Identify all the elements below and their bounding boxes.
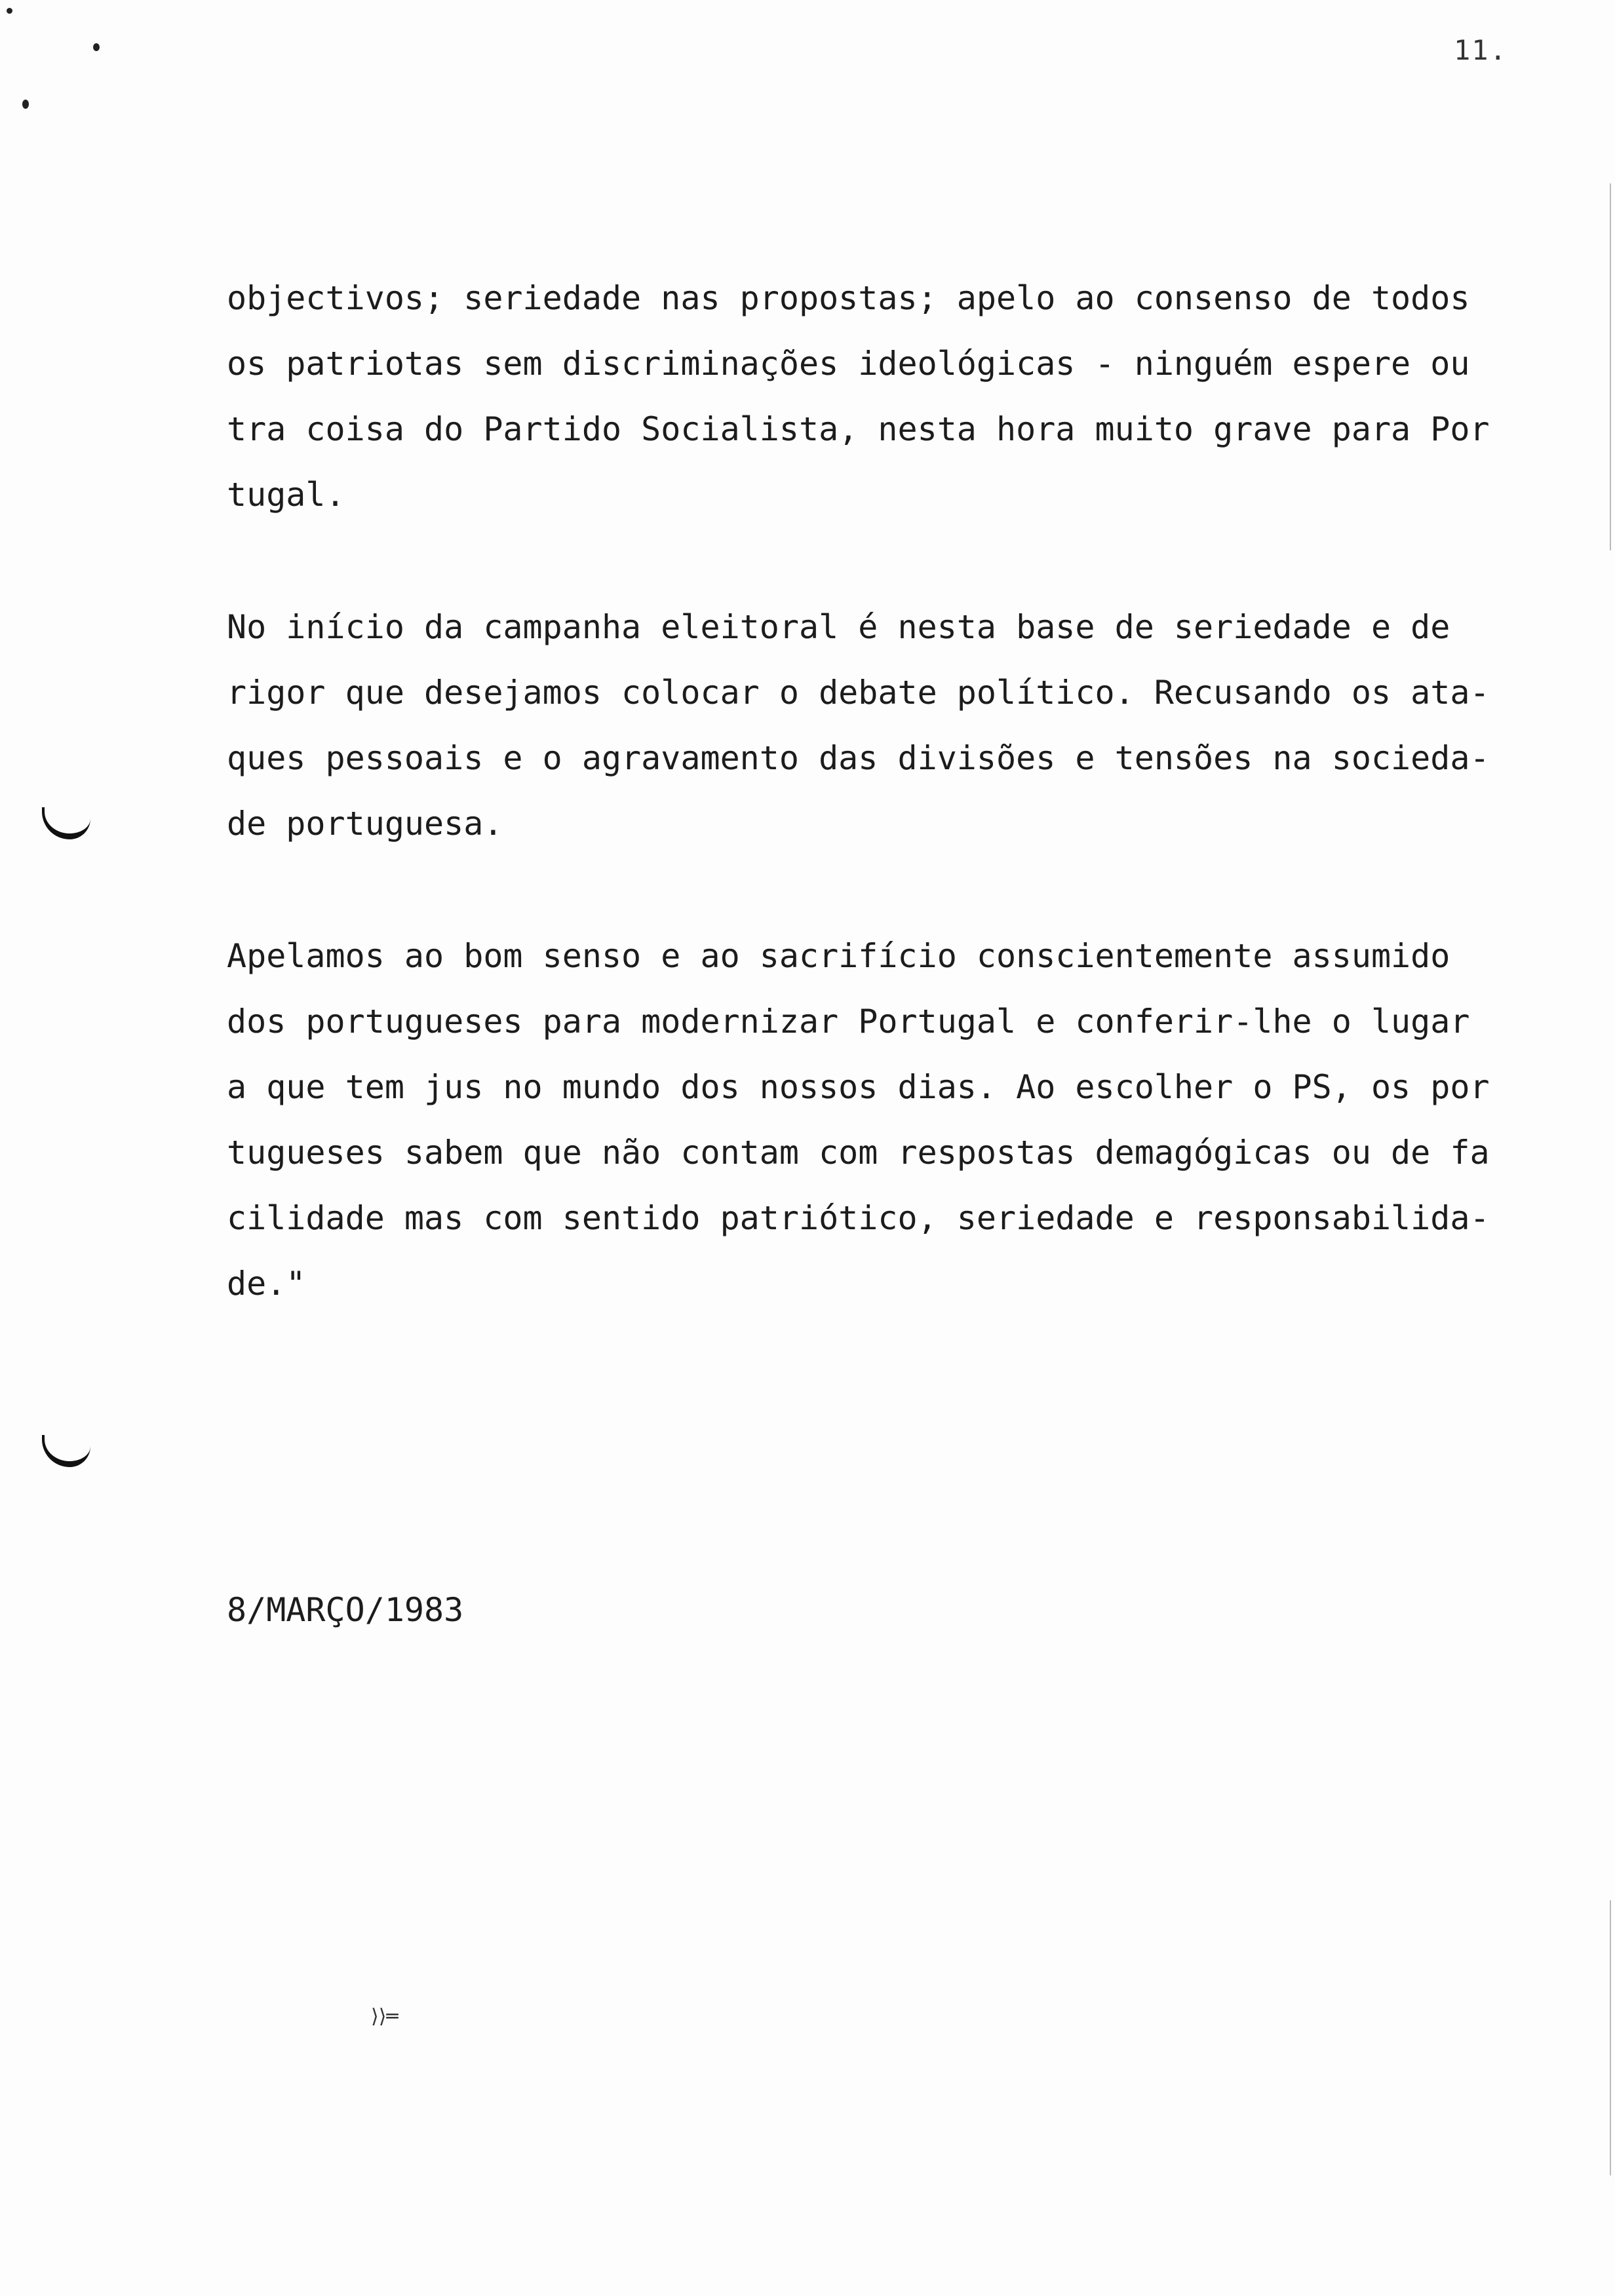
text-line: ques pessoais e o agravamento das divisões e tensões na socieda- xyxy=(227,739,1490,777)
scan-speck xyxy=(7,8,12,14)
text-line: de." xyxy=(227,1265,306,1303)
page-edge-shadow xyxy=(1610,1900,1611,2175)
document-date: 8/MARÇO/1983 xyxy=(227,1591,464,1629)
text-line: No início da campanha eleitoral é nesta base de seriedade e de xyxy=(227,608,1450,646)
scan-mark-icon: ⟩⟩═ xyxy=(371,2005,399,2028)
page-edge-shadow xyxy=(1610,183,1611,550)
text-line: Apelamos ao bom senso e ao sacrifício conscientemente assumido xyxy=(227,937,1450,975)
text-line: dos portugueses para modernizar Portugal e conferir-lhe o lugar xyxy=(227,1003,1470,1041)
text-line: tugal. xyxy=(227,476,345,514)
scan-speck xyxy=(22,100,29,109)
text-line: os patriotas sem discriminações ideológicas - ninguém espere ou xyxy=(227,345,1470,383)
punch-hole-mark-icon xyxy=(42,1435,90,1467)
text-line: de portuguesa. xyxy=(227,805,503,843)
page-number: 11. xyxy=(1454,34,1508,66)
text-line: tugueses sabem que não contam com respostas demagógicas ou de fa xyxy=(227,1134,1490,1172)
punch-hole-mark-icon xyxy=(42,807,90,839)
scan-speck xyxy=(93,43,100,51)
text-line: objectivos; seriedade nas propostas; apelo ao consenso de todos xyxy=(227,279,1470,317)
text-line: cilidade mas com sentido patriótico, seriedade e responsabilida- xyxy=(227,1199,1490,1237)
text-line: rigor que desejamos colocar o debate político. Recusando os ata- xyxy=(227,674,1490,712)
text-line: tra coisa do Partido Socialista, nesta hora muito grave para Por xyxy=(227,410,1490,448)
text-line: a que tem jus no mundo dos nossos dias. Ao escolher o PS, os por xyxy=(227,1068,1490,1106)
